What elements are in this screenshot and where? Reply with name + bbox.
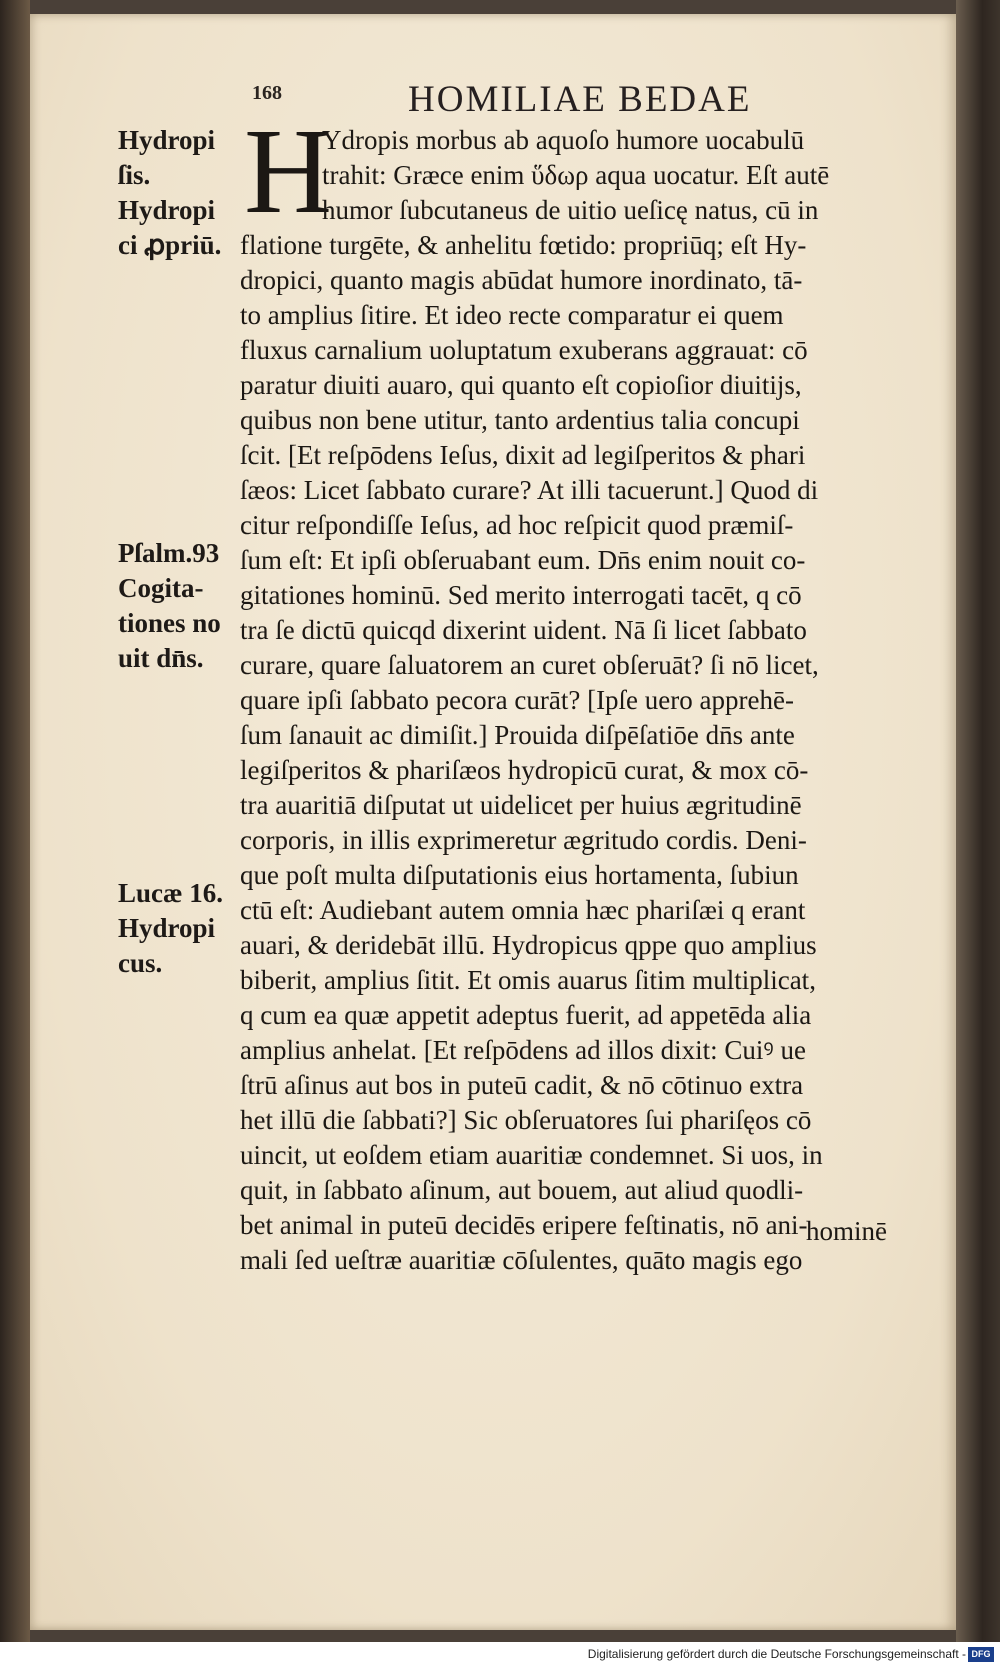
text-line: legiſperitos & phariſæos hydropicū curat, & mox cō- [240,755,809,785]
text-line: trahit: Græce enim ὕδωρ aqua uocatur. Eſt autē [322,160,830,190]
drop-cap-initial: H [244,104,333,239]
margin-note-hydropisis: Hydropi ſis. Hydropi ci ꝓpriū. [118,125,222,260]
book-edge-right [956,0,1000,1642]
text-line: que poſt multa diſputationis eius hortamenta, ſubiun [240,860,799,890]
text-line: bet animal in puteū decidēs eripere feſtinatis, nō ani- [240,1210,808,1240]
page-number: 168 [252,82,282,104]
text-line: ſæos: Licet ſabbato curare? At illi tacuerunt.] Quod di [240,475,819,505]
text-line: Ydropis morbus ab aquoſo humore uocabulū [322,125,805,155]
catchword: hominē [806,1216,887,1246]
digitization-footer [0,1642,1000,1668]
text-line: to amplius ſitire. Et ideo recte comparatur ei quem [240,300,784,330]
text-line: amplius anhelat. [Et reſpōdens ad illos dixit: Cuiꝰ ue [240,1035,806,1065]
text-line: paratur diuiti auaro, qui quanto eſt copioſior diuitijs, [240,370,802,400]
text-line: humor ſubcutaneus de uitio ueſicę natus, cū in [322,195,819,225]
dfg-logo: DFG [968,1647,994,1662]
text-line: ſum ſanauit ac dimiſit.] Prouida diſpēſatiōe dn̄s ante [240,720,795,750]
margin-note-psalm: Pſalm.93 Cogita- tiones no uit dn̄s. [118,538,221,673]
text-line: ſtrū aſinus aut bos in puteū cadit, & nō cōtinuo extra [240,1070,804,1100]
text-line: ſum eſt: Et ipſi obſeruabant eum. Dn̄s enim nouit co- [240,545,806,575]
text-line: het illū die ſabbati?] Sic obſeruatores ſui phariſęos cō [240,1105,812,1135]
text-line: tra ſe dictū quicqd dixerint uident. Nā ſi licet ſabbato [240,615,807,645]
margin-note-luke: Lucæ 16. Hydropi cus. [118,878,224,978]
book-edge-left [0,0,30,1642]
text-line: q cum ea quæ appetit adeptus fuerit, ad appetēda alia [240,1000,812,1030]
text-line: quibus non bene utitur, tanto ardentius talia concupi [240,405,800,435]
running-head: HOMILIAE BEDAE [408,79,752,120]
text-line: curare, quare ſaluatorem an curet obſeruāt? ſi nō licet, [240,650,819,680]
text-line: auari, & deridebāt illū. Hydropicus qppe quo amplius [240,930,817,960]
text-line: flatione turgēte, & anhelitu fœtido: propriūq; eſt Hy- [240,230,807,260]
text-line: mali ſed ueſtræ auaritiæ cōſulentes, quāto magis ego [240,1245,803,1275]
funding-credit: Digitalisierung gefördert durch die Deutsche Forschungsgemeinschaft - [587,1647,966,1661]
text-line: fluxus carnalium uoluptatum exuberans aggrauat: cō [240,335,808,365]
text-line: ctū eſt: Audiebant autem omnia hæc phariſæi q erant [240,895,806,925]
text-line: ſcit. [Et reſpōdens Ieſus, dixit ad legiſperitos & phari [240,440,806,470]
text-line: corporis, in illis exprimeretur ægritudo cordis. Deni- [240,825,807,855]
text-line: quare ipſi ſabbato pecora curāt? [Ipſe uero apprehē- [240,685,794,715]
text-line: citur reſpondiſſe Ieſus, ad hoc reſpicit quod præmiſ- [240,510,794,540]
text-line: dropici, quanto magis abūdat humore inordinato, tā- [240,265,803,295]
text-line: tra auaritiā diſputat ut uidelicet per huius ægritudinē [240,790,802,820]
body-text [240,123,900,1278]
text-line: uincit, ut eoſdem etiam auaritiæ condemnet. Si uos, in [240,1140,823,1170]
text-line: biberit, amplius ſitit. Et omis auarus ſitim multiplicat, [240,965,816,995]
text-line: quit, in ſabbato aſinum, aut bouem, aut aliud quodli- [240,1175,804,1205]
text-line: gitationes hominū. Sed merito interrogati tacēt, q cō [240,580,802,610]
